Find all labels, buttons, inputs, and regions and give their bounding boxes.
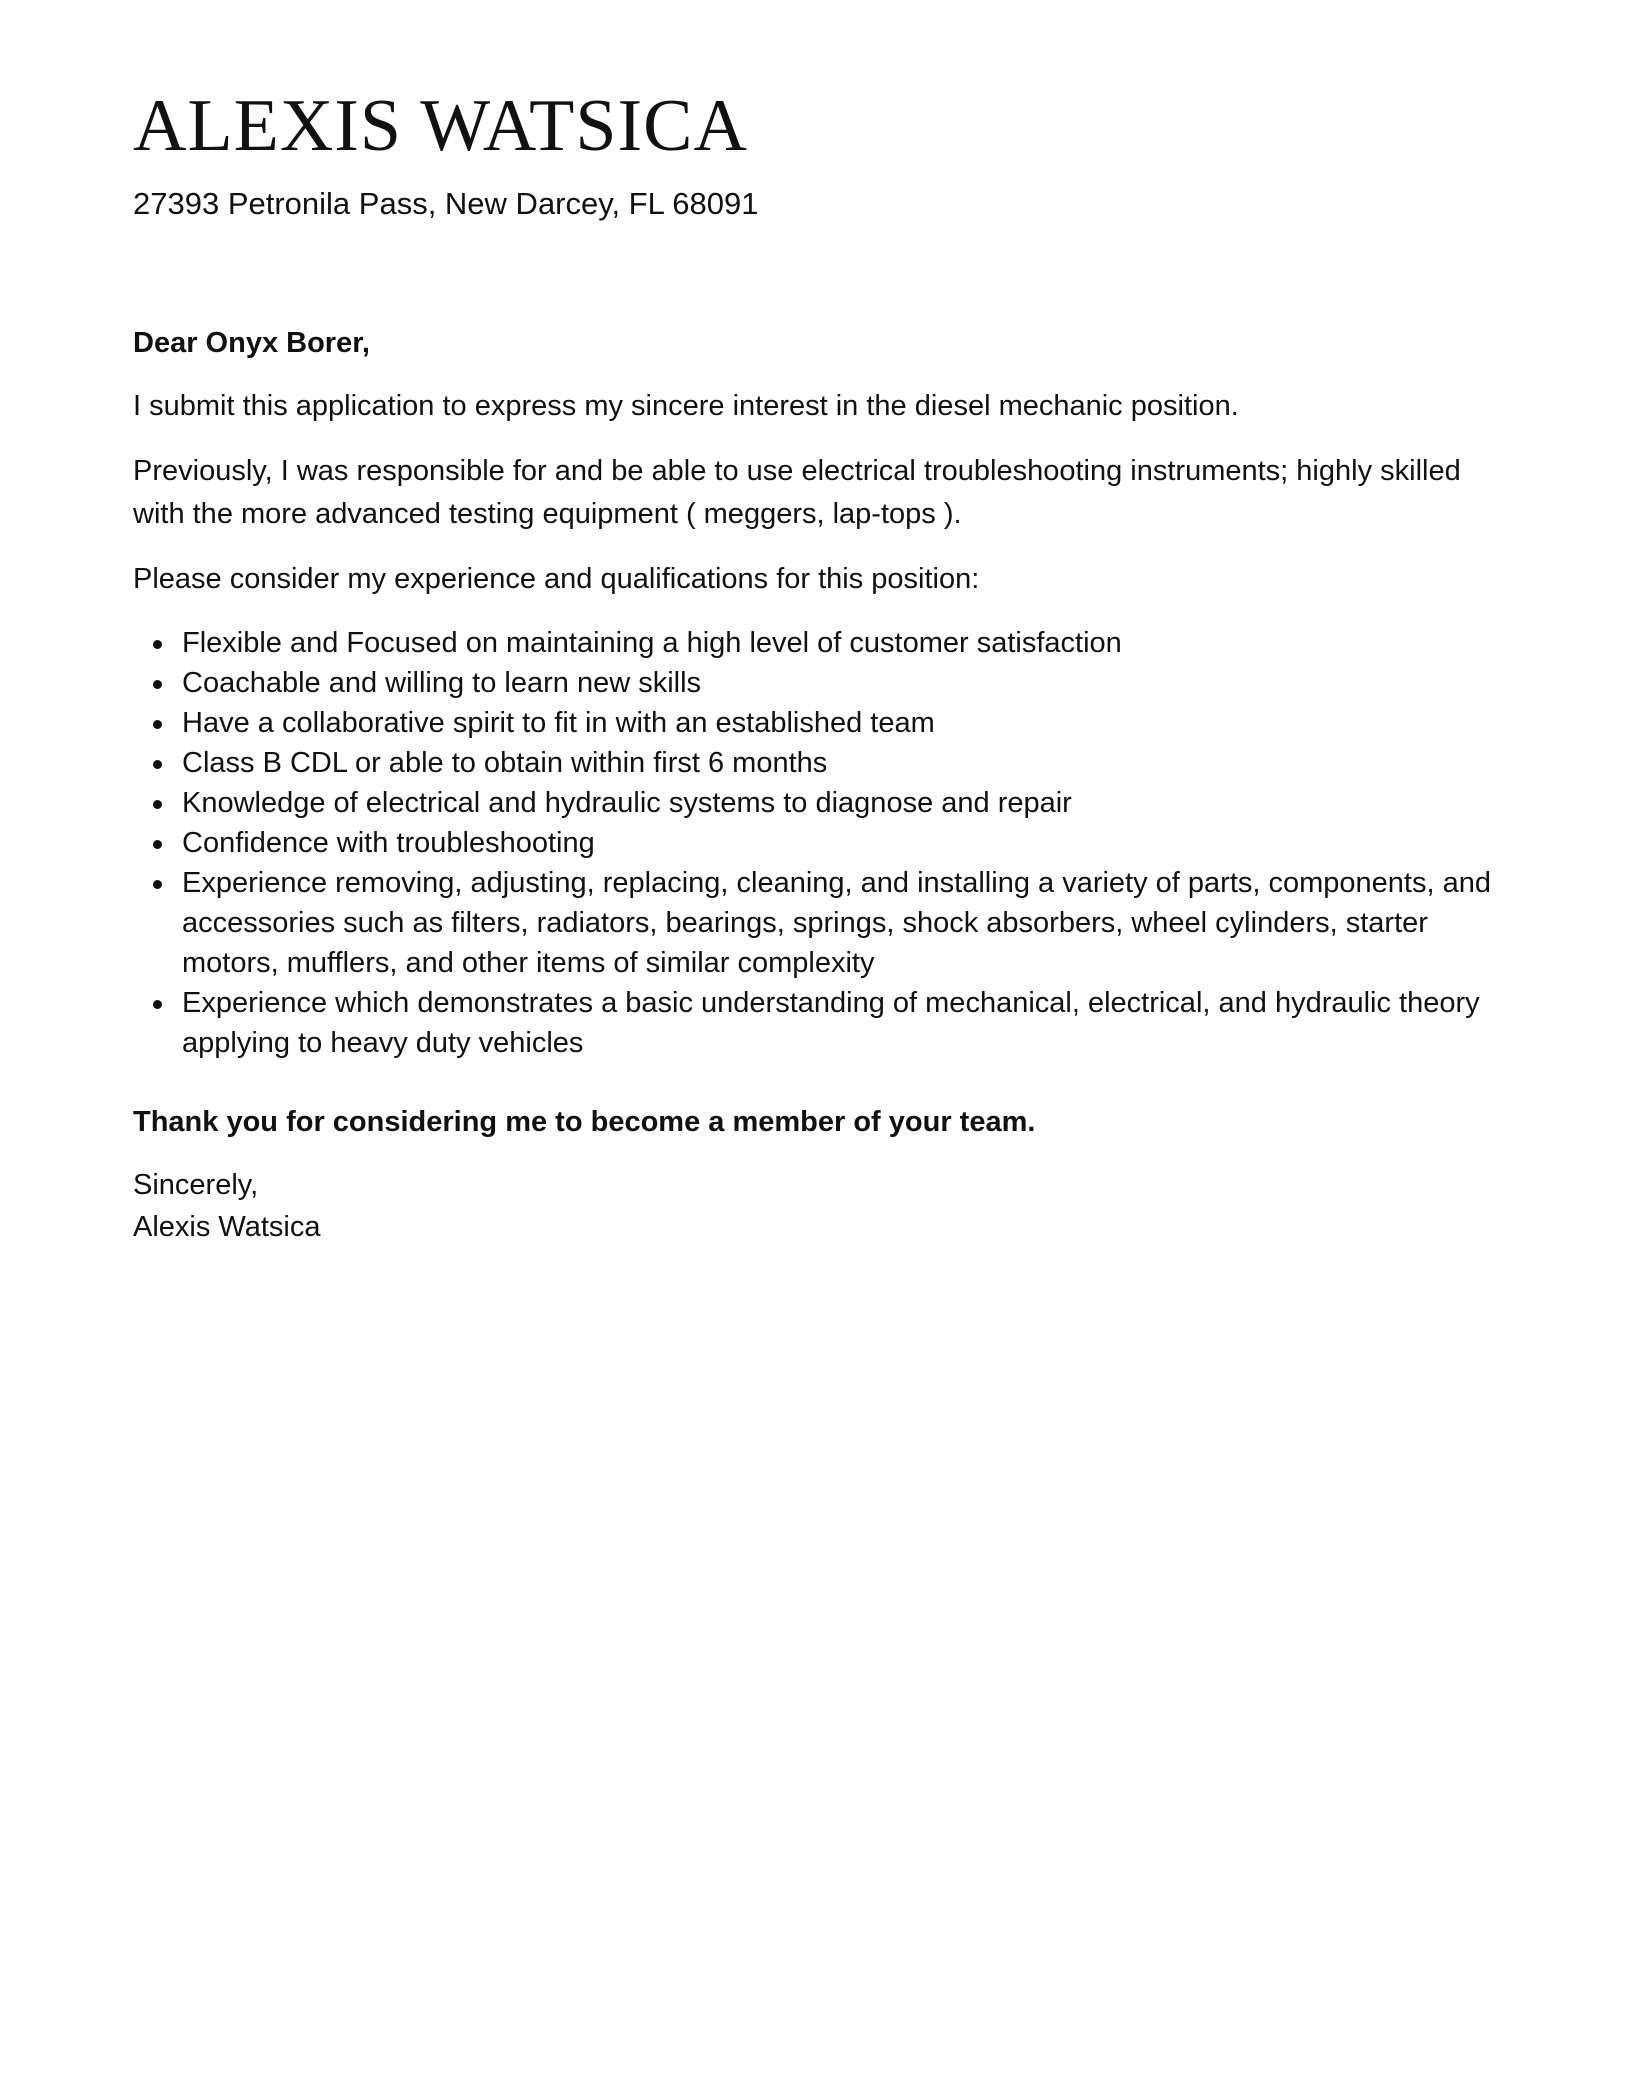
qualifications-list [133,623,1503,1063]
list-item-text: Class B CDL or able to obtain within first 6 months [182,746,828,779]
list-item [133,863,1503,983]
thanks-line: Thank you for considering me to become a member of your team. [133,1105,1036,1138]
list-item [133,663,1503,703]
signature-name: Alexis Watsica [133,1210,321,1243]
cover-letter-page [133,85,1503,1248]
list-item-text: Coachable and willing to learn new skills [182,666,702,699]
applicant-name: ALEXIS WATSICA [133,85,748,167]
bullet-dot-icon [153,720,162,729]
closing-phrase: Sincerely, [133,1168,259,1201]
list-item [133,743,1503,783]
bullet-dot-icon [153,840,162,849]
list-item [133,983,1503,1063]
bullet-dot-icon [153,680,162,689]
bullet-dot-icon [153,1000,162,1009]
list-item-text: Experience which demonstrates a basic understanding of mechanical, electrical, and hydraulic theory applying to heavy duty vehicles [182,986,1480,1059]
bullet-dot-icon [153,760,162,769]
list-item-text: Confidence with troubleshooting [182,826,595,859]
lead-in-paragraph: Please consider my experience and qualifications for this position: [133,562,980,595]
list-item-text: Flexible and Focused on maintaining a high level of customer satisfaction [182,626,1122,659]
list-item-text: Knowledge of electrical and hydraulic systems to diagnose and repair [182,786,1072,819]
applicant-address: 27393 Petronila Pass, New Darcey, FL 68091 [133,185,759,221]
experience-paragraph: Previously, I was responsible for and be able to use electrical troubleshooting instruments; highly skilled with the more advanced testing equipment ( meggers, lap-tops ). [133,455,1461,530]
list-item [133,783,1503,823]
list-item [133,703,1503,743]
list-item-text: Experience removing, adjusting, replacing, cleaning, and installing a variety of parts, components, and accessories such as filters, radiators, bearings, springs, shock absorbers, wheel cylinders, starter motors, mufflers, and other items of similar complexity [182,866,1491,979]
intro-paragraph: I submit this application to express my sincere interest in the diesel mechanic position. [133,390,1239,423]
list-item-text: Have a collaborative spirit to fit in with an established team [182,706,935,739]
bullet-dot-icon [153,880,162,889]
list-item [133,623,1503,663]
closing-block [133,1164,1503,1248]
bullet-dot-icon [153,800,162,809]
bullet-dot-icon [153,640,162,649]
list-item [133,823,1503,863]
salutation: Dear Onyx Borer, [133,326,370,359]
